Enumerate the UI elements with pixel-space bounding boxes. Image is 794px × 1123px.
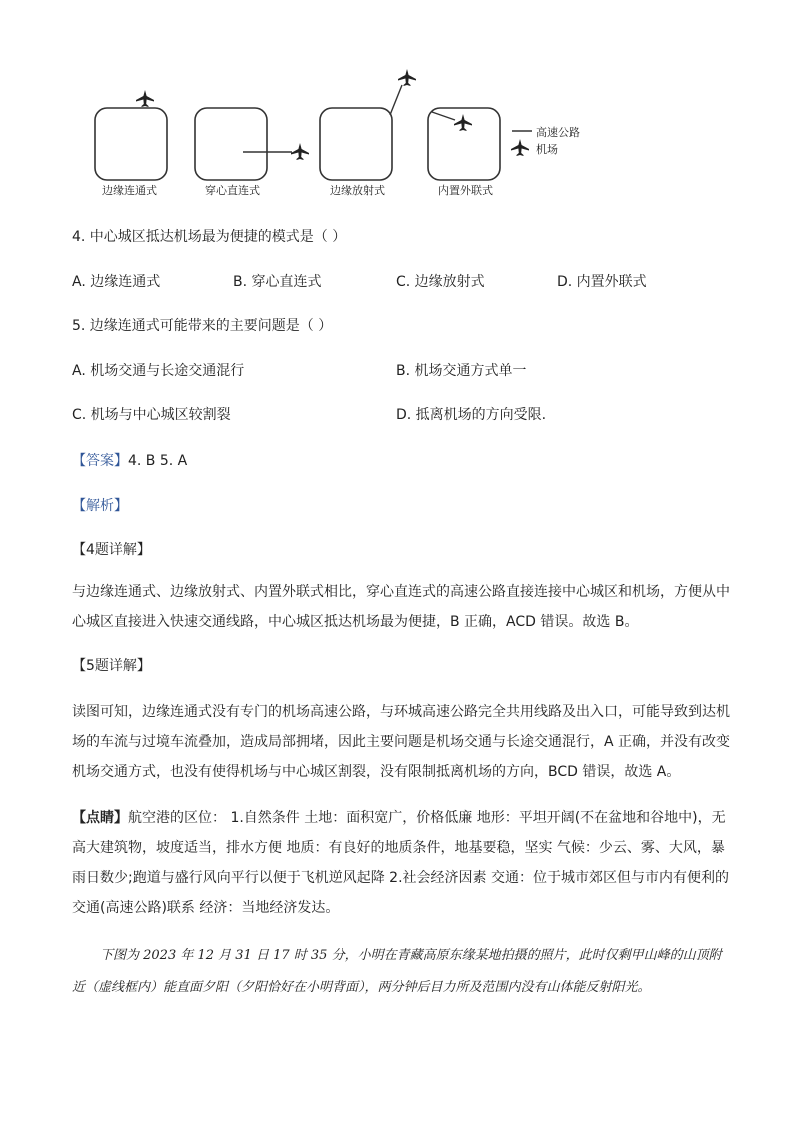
diagram-svg <box>70 60 590 200</box>
detail-4-tag: 【4题详解】 <box>72 542 151 558</box>
legend-airport-label: 机场 <box>536 143 558 156</box>
airport-icon-3 <box>398 69 416 86</box>
detail-4-text: 与边缘连通式、边缘放射式、内置外联式相比，穿心直连式的高速公路直接连接中心城区和机场，方便从中心城区直接进入快速交通线路，中心城区抵达机场最为便捷，B 正确，ACD 错误。故选 B。 <box>72 584 730 630</box>
detail-5-tag: 【5题详解】 <box>72 658 151 674</box>
answer-text: 4. B 5. A <box>128 453 188 469</box>
answer-line <box>72 450 187 470</box>
airport-icon-2 <box>291 143 309 160</box>
note-text: 航空港的区位： 1.自然条件 土地：面积宽广，价格低廉 地形：平坦开阔(不在盆地和谷地中)，无高大建筑物，坡度适当，排水方便 地质：有良好的地质条件，地基要稳，坚实 气候：少云、雾、大风，暴雨日数少;跑道与盛行风向平行以便于飞机逆风起降 2.社会经济因素 交通：位于城市郊区但与市内有便利的交通(高速公路)联系 经济：当地经济发达。 <box>72 810 729 916</box>
analysis-tag: 【解析】 <box>72 498 128 514</box>
q4-option-b: B. 穿心直连式 <box>233 274 322 290</box>
legend-airport-icon <box>511 139 529 156</box>
question-5-stem: 5. 边缘连通式可能带来的主要问题是（ ） <box>72 318 333 334</box>
next-question-intro: 下图为 2023 年 12 月 31 日 17 时 35 分，小明在青藏高原东缘某地拍摄的照片，此时仅剩甲山峰的山顶附近（虚线框内）能直面夕阳（夕阳恰好在小明背面），两分钟后目力所及范围内没有山体能反射阳光。 <box>72 948 722 995</box>
mode-label-1: 边缘连通式 <box>102 184 157 197</box>
q4-option-d: D. 内置外联式 <box>557 274 647 290</box>
mode-box-3 <box>320 108 392 180</box>
note-block <box>72 803 732 923</box>
note-tag: 【点睛】 <box>72 810 128 826</box>
detail-5-text: 读图可知，边缘连通式没有专门的机场高速公路，与环城高速公路完全共用线路及出入口，可能导致到达机场的车流与过境车流叠加，造成局部拥堵，因此主要问题是机场交通与长途交通混行，A 正确，并没有改变机场交通方式，也没有使得机场与中心城区割裂，没有限制抵离机场的方向，BCD 错误，故选 A。 <box>72 704 731 780</box>
mode-box-2 <box>195 108 267 180</box>
mode-label-3: 边缘放射式 <box>330 184 385 197</box>
airport-icon-4 <box>454 114 472 131</box>
mode-label-4: 内置外联式 <box>438 184 493 197</box>
airport-icon-1 <box>136 90 154 107</box>
question-4-stem: 4. 中心城区抵达机场最为便捷的模式是（ ） <box>72 229 347 245</box>
q4-option-c: C. 边缘放射式 <box>396 274 485 290</box>
q5-option-b: B. 机场交通方式单一 <box>396 363 527 379</box>
highway-line-3 <box>390 85 402 115</box>
q5-option-a: A. 机场交通与长途交通混行 <box>72 363 245 379</box>
mode-box-1 <box>95 108 167 180</box>
legend-highway-label: 高速公路 <box>536 126 580 139</box>
airport-mode-diagram <box>70 60 590 200</box>
highway-line-4 <box>432 112 455 120</box>
q5-option-c: C. 机场与中心城区较割裂 <box>72 407 231 423</box>
answer-tag: 【答案】 <box>72 453 128 469</box>
q5-option-d: D. 抵离机场的方向受限. <box>396 407 547 423</box>
mode-label-2: 穿心直连式 <box>205 184 260 197</box>
q4-option-a: A. 边缘连通式 <box>72 274 161 290</box>
